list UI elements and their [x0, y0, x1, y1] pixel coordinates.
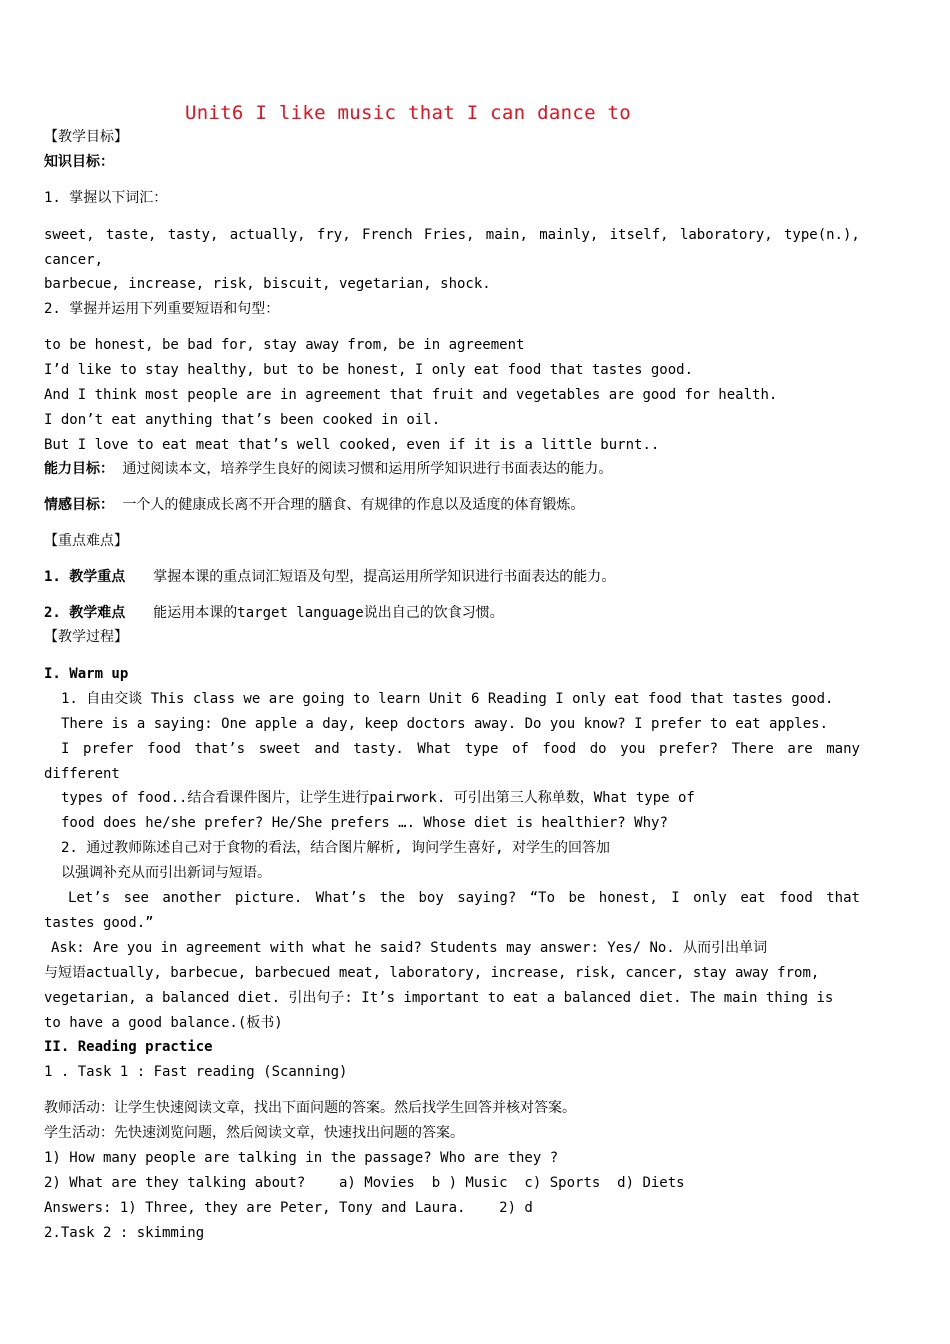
question-line: 2) What are they talking about? a) Movies b ) Music c) Sports d) Diets	[44, 1175, 685, 1191]
paragraph-word: do	[589, 741, 607, 757]
paragraph-word: the	[379, 890, 406, 906]
paragraph-line: to have a good balance.(板书)	[44, 1015, 283, 1031]
paragraph-word: prefer	[83, 741, 134, 757]
phrases-line: to be honest, be bad for, stay away from, be in agreement	[44, 337, 525, 353]
vocab-word: sweet,	[44, 227, 95, 243]
paragraph-line: There is a saying: One apple a day, keep doctors away. Do you know? I prefer to eat apples.	[61, 716, 829, 732]
vocab-word: taste,	[105, 227, 157, 243]
knowledge-goal-label: 知识目标：	[44, 154, 114, 170]
paragraph-word: honest,	[598, 890, 658, 906]
document-title: Unit6 I like music that I can dance to	[184, 102, 632, 124]
teaching-focus-text: 掌握本课的重点词汇短语及句型，提高运用所学知识进行书面表达的能力。	[153, 569, 616, 585]
paragraph-line: Ask: Are you in agreement with what he said? Students may answer: Yes/ No. 从而引出单词	[51, 940, 768, 956]
vocab-line: cancer,	[44, 252, 104, 268]
phrases-item-heading: 2. 掌握并运用下列重要短语和句型：	[44, 301, 280, 317]
paragraph-word: There	[731, 741, 774, 757]
paragraph-word: tasty.	[353, 741, 404, 757]
paragraph-word: What’s	[315, 890, 367, 906]
ability-goal-text: 通过阅读本文，培养学生良好的阅读习惯和运用所学知识进行书面表达的能力。	[122, 461, 613, 477]
paragraph-word: prefer?	[659, 741, 719, 757]
section-header-process: 【教学过程】	[44, 629, 128, 645]
section-header-key-points: 【重点难点】	[44, 533, 128, 549]
teacher-activity: 教师活动：让学生快速阅读文章，找出下面问题的答案。然后找学生回答并核对答案。	[44, 1100, 576, 1116]
paragraph-word: I	[61, 741, 70, 757]
answers-line: Answers: 1) Three, they are Peter, Tony and Laura. 2) d	[44, 1200, 533, 1216]
vocab-word: French	[361, 227, 413, 243]
paragraph-line: types of food..结合看课件图片，让学生进行pairwork. 可引出第三人称单数，What type of	[61, 790, 695, 806]
paragraph-word: “To	[529, 890, 556, 906]
teaching-difficulty-label: 2. 教学难点	[44, 605, 126, 621]
paragraph-line	[68, 889, 860, 907]
vocab-word: tasty,	[167, 227, 219, 243]
emotion-goal-label: 情感目标：	[44, 497, 114, 513]
paragraph-word: see	[123, 890, 149, 906]
paragraph-word: another	[162, 890, 222, 906]
paragraph-word: be	[568, 890, 586, 906]
section-header-goals: 【教学目标】	[44, 129, 128, 145]
paragraph-line: different	[44, 766, 120, 782]
paragraph-word: food	[147, 741, 181, 757]
vocab-word: main,	[485, 227, 528, 243]
paragraph-word: that’s	[194, 741, 246, 757]
paragraph-word: sweet	[258, 741, 301, 757]
paragraph-line: 2. 通过教师陈述自己对于食物的看法，结合图片解析, 询问学生喜好, 对学生的回答加	[61, 840, 610, 856]
paragraph-word: of	[511, 741, 529, 757]
paragraph-line	[61, 740, 860, 758]
vocab-line: barbecue, increase, risk, biscuit, vegetarian, shock.	[44, 276, 491, 292]
paragraph-word: food	[779, 890, 813, 906]
vocab-item-heading: 1. 掌握以下词汇：	[44, 190, 168, 206]
paragraph-word: I	[671, 890, 680, 906]
vocab-word: mainly,	[539, 227, 599, 243]
student-activity: 学生活动：先快速浏览问题，然后阅读文章，快速找出问题的答案。	[44, 1125, 464, 1141]
paragraph-word: are	[787, 741, 813, 757]
vocab-word: fry,	[316, 227, 351, 243]
teaching-focus	[44, 568, 615, 586]
paragraph-line: tastes good.”	[44, 915, 154, 931]
paragraph-line: 与短语actually, barbecue, barbecued meat, laboratory, increase, risk, cancer, stay away from,	[44, 965, 820, 981]
vocab-word: Fries,	[423, 227, 475, 243]
vocab-word: type(n.),	[783, 227, 860, 243]
paragraph-word: many	[826, 741, 860, 757]
paragraph-word: saying?	[457, 890, 517, 906]
question-line: 1) How many people are talking in the passage? Who are they ?	[44, 1150, 559, 1166]
paragraph-word: What	[417, 741, 452, 757]
paragraph-word: you	[620, 741, 646, 757]
task-heading: 2.Task 2 : skimming	[44, 1225, 205, 1241]
sentence-line: I don’t eat anything that’s been cooked in oil.	[44, 412, 441, 428]
task-heading: 1 . Task 1 : Fast reading (Scanning)	[44, 1064, 348, 1080]
paragraph-word: Let’s	[68, 890, 111, 906]
vocab-word: actually,	[229, 227, 306, 243]
reading-practice-title: II. Reading practice	[44, 1039, 213, 1055]
teaching-difficulty	[44, 604, 504, 622]
teaching-difficulty-text: 能运用本课的target language说出自己的饮食习惯。	[153, 605, 504, 621]
sentence-line: But I love to eat meat that’s well cooked, even if it is a little burnt..	[44, 437, 660, 453]
paragraph-word: eat	[740, 890, 766, 906]
paragraph-word: boy	[418, 890, 444, 906]
vocab-word: itself,	[609, 227, 669, 243]
paragraph-word: picture.	[234, 890, 303, 906]
sentence-line: And I think most people are in agreement that fruit and vegetables are good for health.	[44, 387, 778, 403]
ability-goal	[44, 460, 612, 478]
emotion-goal-text: 一个人的健康成长离不开合理的膳食、有规律的作息以及适度的体育锻炼。	[122, 497, 585, 513]
vocab-word: laboratory,	[679, 227, 773, 243]
vocab-line	[44, 226, 860, 244]
warm-up-title: I. Warm up	[44, 666, 129, 682]
paragraph-word: only	[693, 890, 727, 906]
paragraph-word: food	[542, 741, 577, 757]
paragraph-word: that	[826, 890, 860, 906]
paragraph-line: food does he/she prefer? He/She prefers …. Whose diet is healthier? Why?	[61, 815, 668, 831]
ability-goal-label: 能力目标：	[44, 461, 114, 477]
emotion-goal	[44, 496, 584, 514]
paragraph-line: 以强调补充从而引出新词与短语。	[61, 865, 271, 881]
paragraph-line: vegetarian, a balanced diet. 引出句子: It’s important to eat a balanced diet. The main thing is	[44, 990, 834, 1006]
paragraph-word: type	[464, 741, 499, 757]
teaching-focus-label: 1. 教学重点	[44, 569, 126, 585]
paragraph-word: and	[314, 741, 340, 757]
paragraph-line: 1. 自由交谈 This class we are going to learn Unit 6 Reading I only eat food that tastes good.	[61, 691, 834, 707]
sentence-line: I’d like to stay healthy, but to be honest, I only eat food that tastes good.	[44, 362, 694, 378]
